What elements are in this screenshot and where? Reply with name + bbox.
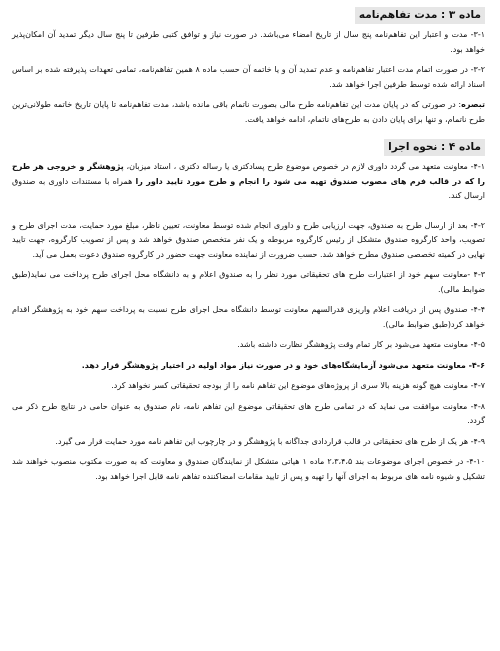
clause-4-9: ۴-۹- هر یک از طرح های تحقیقاتی در قالب قراردادی جداگانه با پژوهشگر و در چارچوب این تفاهم نامه مورد حمایت قرار می گیرد. xyxy=(55,436,485,446)
clause-4-3: ۴-۳ -معاونت سهم خود از اعتبارات طرح های تحقیقاتی مورد نظر را به صندوق اعلام و به دانشگاه محل اجرای طرح پرداخت می نماید(طبق ضوابط مالی). xyxy=(12,270,485,294)
clause-4-7: ۴-۷- معاونت هیچ گونه هزینه بالا سری از پروژه‌های موضوع این تفاهم نامه را از بودجه تحقیقاتی کسر نخواهد کرد. xyxy=(111,381,485,390)
clause-4-1-part-c: همراه با مستندات داوری به صندوق ارسال کند. xyxy=(12,176,485,200)
clause-4-4: ۴-۴- صندوق پس از دریافت اعلام واریزی قدرالسهم معاونت توسط دانشگاه محل اجرای طرح نسبت به پرداخت سهم خود به پژوهشگر اقدام خواهد کرد(طبق ضوابط مالی). xyxy=(12,305,485,329)
clause-4-8: ۴-۸- معاونت موافقت می نماید که در تمامی طرح های تحقیقاتی موضوع این تفاهم نامه، نام صندوق به عنوان حامی در نتایج طرح ذکر می گردد. xyxy=(12,401,485,425)
clause-3-note xyxy=(12,98,485,127)
section-4-heading: ماده ۴ : نحوه اجرا xyxy=(384,139,485,156)
clause-4-10: ۴-۱۰- در خصوص اجرای موضوعات بند ۲،۳،۴،۵ ماده ۱ هیاتی متشکل از نمایندگان صندوق و معاونت که به صورت مکتوب منصوب خواهند شد تشکیل و شیوه نامه های مربوط به اجرای آنها را تهیه و پس از تایید مقامات امضاکننده تفاهم نامه قابل اجرا خواهد بود. xyxy=(12,457,486,481)
clause-4-5: ۴-۵- معاونت متعهد می‌شود بر کار تمام وقت پژوهشگر نظارت داشته باشد. xyxy=(237,340,485,349)
clause-4-2: ۴-۲- بعد از ارسال طرح به صندوق، جهت ارزیابی طرح و داوری انجام شده توسط معاونت، تعیین ناظر، مبلغ مورد حمایت، مدت اجرای طرح و تصویب، واحد کارگروه صندوق متشکل از رئیس کارگروه مربوطه و یک نفر متخصص صندوق خواهد شد و پس از تصویب کارگروه، جهت تایید نهایی در کمیته تخصصی صندوق مطرح خواهد شد. حسب ضرورت از نماینده معاونت جهت حضور در کارگروه صندوق دعوت بعمل می آید. xyxy=(12,220,485,259)
clause-3-1: ۳-۱- مدت و اعتبار این تفاهم‌نامه پنج سال از تاریخ امضاء می‌باشد. در صورت نیاز و توافق کتبی طرفین تا پنج سال دیگر تمدید آن امکان‌پذیر خواهد بود. xyxy=(12,30,485,54)
clause-3-2: ۳-۲- در صورت اتمام مدت اعتبار تفاهم‌نامه و عدم تمدید آن و یا خاتمه آن حسب ماده ۸ همین تفاهم‌نامه، تمامی تعهدات پذیرفته شده بر اساس اسناد ارائه شده توسط طرفین اجرا خواهد شد. xyxy=(12,65,485,89)
note-text: : در صورتی که در پایان مدت این تفاهم‌نامه طرح مالی بصورت ناتمام باقی مانده باشد، مدت تفاهم‌نامه تا پایان تاریخ خاتمه طولانی‌ترین طرح ناتمام، و تنها برای پایان دادن به طرح‌های ناتمام، ادامه خواهد یافت. xyxy=(12,100,485,124)
clause-4-6: ۴-۶- معاونت متعهد می‌شود آزمایشگاه‌های خود و در صورت نیاز مواد اولیه در اختیار پژوهشگر قرار دهد. xyxy=(81,360,485,370)
note-label: تبصره xyxy=(461,100,485,109)
clause-4-1-bold: پژوهشگر و خروجی هر طرح را که در قالب فرم های مصوب صندوق تهیه می شود را انجام و طرح مورد تایید داور را xyxy=(12,162,485,186)
clause-4-1-part-a: ۴-۱- معاونت متعهد می گردد داوری لازم در خصوص موضوع طرح پسادکتری یا رساله دکتری ، استاد میزبان، xyxy=(123,162,485,171)
clause-4-1 xyxy=(12,160,485,204)
section-3-heading: ماده ۳ : مدت تفاهم‌نامه xyxy=(355,7,485,24)
